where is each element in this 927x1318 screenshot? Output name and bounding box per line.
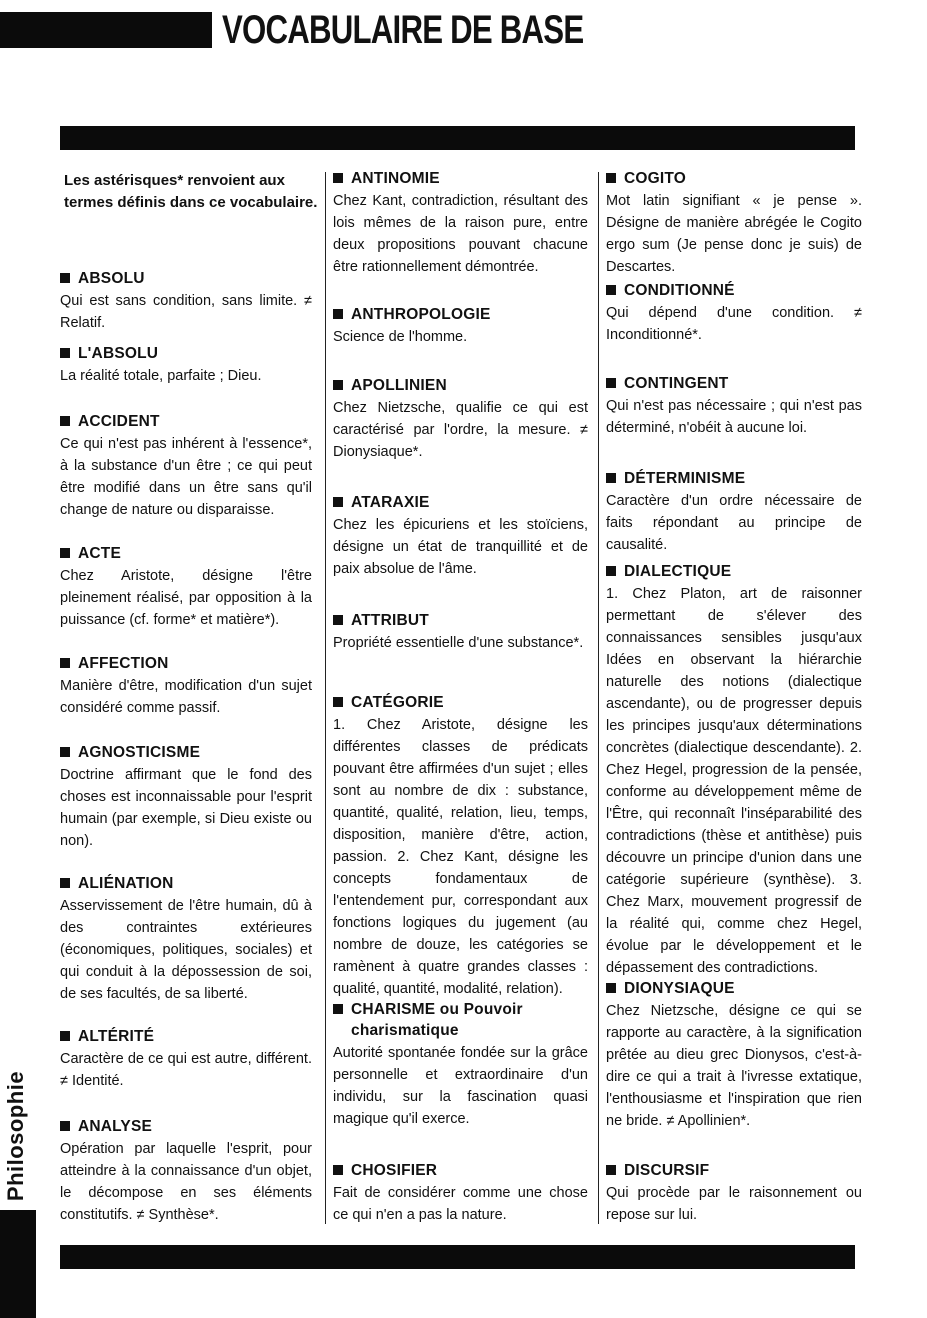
side-black-tab <box>0 1210 36 1318</box>
entry-term: APOLLINIEN <box>351 377 447 394</box>
bullet-square-icon <box>60 348 70 358</box>
entry-term: AGNOSTICISME <box>78 744 201 761</box>
entry-definition: 1. Chez Platon, art de raisonner permettant de s'élever des connaissances sensibles jusqu'aux Idées en observant la hiérarchie naturelle des notions (dialectique ascendante), ou de progresser depuis les principes jusqu'aux déterminations concrètes (dialectique descendante). 2. Chez Hegel, progression de la pensée, conforme au développement même de l'Être, qui reconnaît l'inséparabilité des contradictions (thèse et antithèse) puis découvre un principe d'union dans une catégorie supérieure (synthèse). 3. Chez Marx, mouvement progressif de la réalité qui, comme chez Hegel, évolue par le développement et le dépassement des contradictions. <box>606 586 862 976</box>
entry-term: CHARISME ou Pouvoir charismatique <box>351 1001 523 1039</box>
bullet-square-icon <box>333 1004 343 1014</box>
glossary-entry <box>333 168 588 278</box>
glossary-entry <box>60 742 312 852</box>
entry-definition: Asservissement de l'être humain, dû à des contraintes extérieures (économiques, politiques, sociales) et qui conduit à la dépossession de soi, de ses facultés, de sa liberté. <box>60 898 312 1002</box>
glossary-entry <box>60 543 312 631</box>
entry-definition: Opération par laquelle l'esprit, pour atteindre à la connaissance d'un objet, le décompose en ses éléments constitutifs. ≠ Synthèse*. <box>60 1141 312 1223</box>
glossary-entry <box>333 304 588 348</box>
bullet-square-icon <box>606 473 616 483</box>
entry-definition: La réalité totale, parfaite ; Dieu. <box>60 368 262 384</box>
column-divider-2 <box>598 172 599 1224</box>
bullet-square-icon <box>60 658 70 668</box>
glossary-entry <box>606 561 862 979</box>
bullet-square-icon <box>333 615 343 625</box>
footer-band <box>60 1245 855 1269</box>
entry-term: CONTINGENT <box>624 375 729 392</box>
glossary-entry <box>60 653 312 719</box>
header-band <box>60 126 855 150</box>
glossary-entry <box>60 411 312 521</box>
column-divider-1 <box>325 172 326 1224</box>
glossary-entry <box>60 1116 312 1226</box>
entry-term: L'ABSOLU <box>78 345 159 362</box>
entry-term: ALTÉRITÉ <box>78 1028 155 1045</box>
bullet-square-icon <box>606 173 616 183</box>
bullet-square-icon <box>60 747 70 757</box>
entry-term: CATÉGORIE <box>351 694 444 711</box>
header-black-bar <box>0 12 212 48</box>
entry-definition: Chez Kant, contradiction, résultant des lois mêmes de la raison pure, entre deux propositions pouvant chacune être rationnellement démontrée. <box>333 193 588 275</box>
entry-term: COGITO <box>624 170 687 187</box>
entry-definition: Propriété essentielle d'une substance*. <box>333 635 584 651</box>
glossary-entry <box>606 978 862 1132</box>
bullet-square-icon <box>60 878 70 888</box>
glossary-entry <box>333 999 588 1130</box>
entry-definition: Caractère de ce qui est autre, différent. ≠ Identité. <box>60 1051 312 1089</box>
page-title: VOCABULAIRE DE BASE <box>222 8 584 52</box>
bullet-square-icon <box>60 416 70 426</box>
entry-term: ABSOLU <box>78 270 145 287</box>
entry-definition: 1. Chez Aristote, désigne les différentes classes de prédicats pouvant être affirmées d'un sujet ; elles sont au nombre de dix : substance, quantité, qualité, relation, lieu, temps, disposition, manière d'être, action, passion. 2. Chez Kant, désigne les concepts fondamentaux de l'entendement pur, correspondant aux fonctions logiques du jugement (au nombre de douze, les catégories se ramènent à quatre grandes classes : qualité, quantité, modalité, relation). <box>333 717 588 997</box>
entry-definition: Manière d'être, modification d'un sujet considéré comme passif. <box>60 678 312 716</box>
entry-definition: Qui dépend d'une condition. ≠ Inconditionné*. <box>606 305 862 343</box>
intro-note: Les astérisques* renvoient aux termes définis dans ce vocabulaire. <box>64 172 318 211</box>
entry-definition: Autorité spontanée fondée sur la grâce personnelle et extraordinaire d'un individu, sur la fascination quasi magique qu'il exerce. <box>333 1045 588 1127</box>
bullet-square-icon <box>60 548 70 558</box>
glossary-entry <box>333 610 588 654</box>
entry-definition: Qui n'est pas nécessaire ; qui n'est pas déterminé, n'obéit à aucune loi. <box>606 398 862 436</box>
glossary-entry <box>60 343 312 387</box>
entry-term: CHOSIFIER <box>351 1162 438 1179</box>
entry-term: DÉTERMINISME <box>624 470 746 487</box>
bullet-square-icon <box>333 380 343 390</box>
bullet-square-icon <box>606 378 616 388</box>
entry-definition: Doctrine affirmant que le fond des choses est inconnaissable pour l'esprit humain (par exemple, si Dieu existe ou non). <box>60 767 312 849</box>
entry-term: ANTINOMIE <box>351 170 440 187</box>
entry-term: DIONYSIAQUE <box>624 980 735 997</box>
bullet-square-icon <box>606 983 616 993</box>
entry-term: ACTE <box>78 545 121 562</box>
entry-term: ACCIDENT <box>78 413 160 430</box>
glossary-entry <box>606 468 862 556</box>
glossary-entry <box>606 168 862 278</box>
glossary-entry <box>333 692 588 1000</box>
bullet-square-icon <box>60 1121 70 1131</box>
bullet-square-icon <box>333 173 343 183</box>
entry-definition: Chez Nietzsche, désigne ce qui se rapporte au caractère, à la signification prêtée au dieu grec Dionysos, c'est-à-dire ce qui a trait à l'ivresse extatique, l'enthousiasme et l'inspiration que rien ne bride. ≠ Apollinien*. <box>606 1003 862 1129</box>
entry-term: DISCURSIF <box>624 1162 710 1179</box>
bullet-square-icon <box>333 697 343 707</box>
entry-definition: Chez les épicuriens et les stoïciens, désigne un état de tranquillité et de paix absolue de l'âme. <box>333 517 588 577</box>
entry-term: CONDITIONNÉ <box>624 282 735 299</box>
bullet-square-icon <box>333 309 343 319</box>
glossary-entry <box>606 373 862 439</box>
entry-definition: Chez Nietzsche, qualifie ce qui est caractérisé par l'ordre, la mesure. ≠ Dionysiaque*. <box>333 400 588 460</box>
entry-term: ANALYSE <box>78 1118 153 1135</box>
entry-term: ANTHROPOLOGIE <box>351 306 491 323</box>
bullet-square-icon <box>333 1165 343 1175</box>
bullet-square-icon <box>606 285 616 295</box>
glossary-entry <box>333 375 588 463</box>
entry-definition: Caractère d'un ordre nécessaire de faits répondant au principe de causalité. <box>606 493 862 553</box>
glossary-entry <box>333 1160 588 1226</box>
entry-term: DIALECTIQUE <box>624 563 732 580</box>
bullet-square-icon <box>606 566 616 576</box>
entry-definition: Mot latin signifiant « je pense ». Désigne de manière abrégée le Cogito ergo sum (Je pense donc je suis) de Descartes. <box>606 193 862 275</box>
entry-term: AFFECTION <box>78 655 169 672</box>
glossary-entry <box>606 1160 862 1226</box>
glossary-entry <box>60 1026 312 1092</box>
entry-definition: Ce qui n'est pas inhérent à l'essence*, à la substance d'un être ; ce qui peut être modifié dans un être sans qu'il change de nature ou disparaisse. <box>60 436 312 518</box>
entry-term: ATARAXIE <box>351 494 430 511</box>
bullet-square-icon <box>606 1165 616 1175</box>
bullet-square-icon <box>333 497 343 507</box>
entry-term: ATTRIBUT <box>351 612 429 629</box>
glossary-entry <box>606 280 862 346</box>
glossary-entry <box>333 492 588 580</box>
entry-definition: Chez Aristote, désigne l'être pleinement réalisé, par opposition à la puissance (cf. forme* et matière*). <box>60 568 312 628</box>
glossary-entry <box>60 873 312 1005</box>
entry-definition: Qui procède par le raisonnement ou repose sur lui. <box>606 1185 862 1223</box>
section-side-label: Philosophie <box>3 1070 28 1202</box>
entry-definition: Qui est sans condition, sans limite. ≠ Relatif. <box>60 293 312 331</box>
glossary-entry <box>60 268 312 334</box>
bullet-square-icon <box>60 273 70 283</box>
entry-definition: Science de l'homme. <box>333 329 468 345</box>
entry-definition: Fait de considérer comme une chose ce qui n'en a pas la nature. <box>333 1185 588 1223</box>
bullet-square-icon <box>60 1031 70 1041</box>
entry-term: ALIÉNATION <box>78 875 174 892</box>
